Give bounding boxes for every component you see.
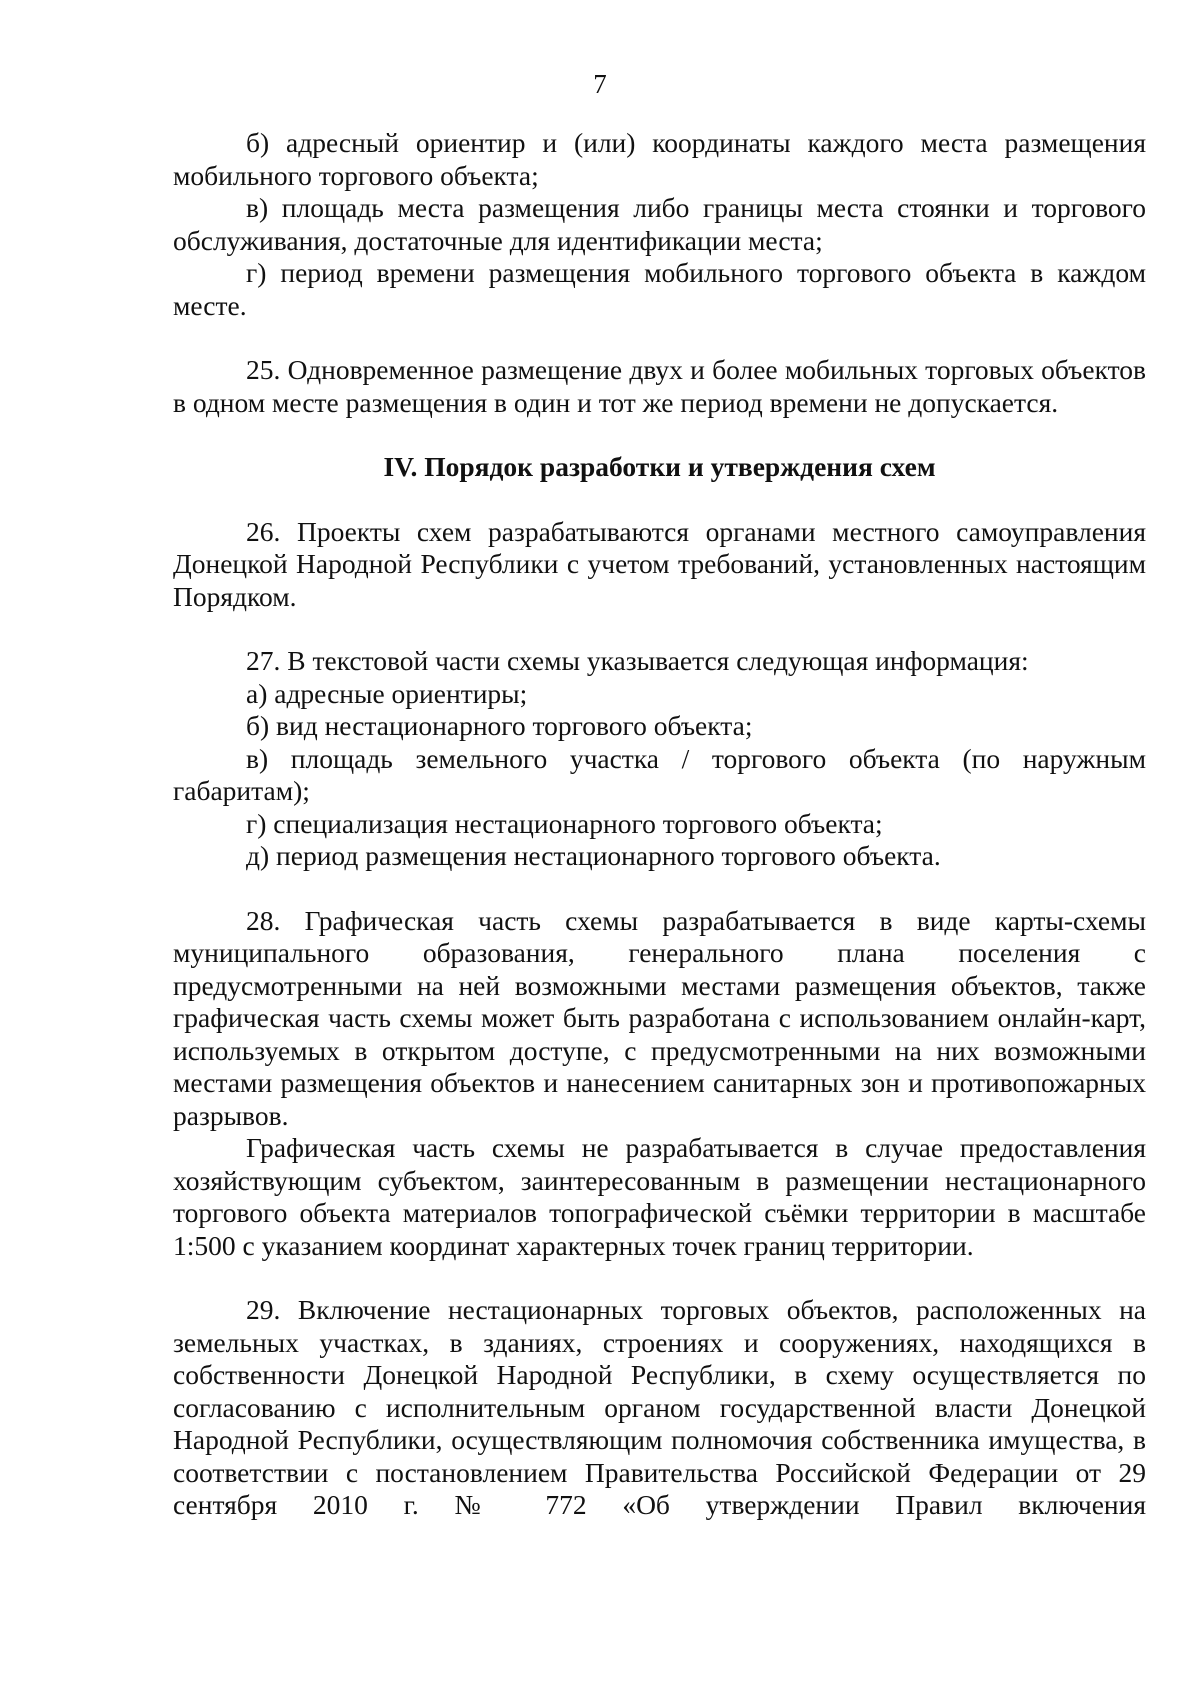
page-number: 7 [593,69,607,99]
paragraph-27: 27. В текстовой части схемы указывается следующая информация: [246,645,1029,676]
list-item-g-period: г) период времени размещения мобильного торгового объекта в каждом месте. [173,257,1146,321]
list-item-v-land-area: в) площадь земельного участка / торгового объекта (по наружным габаритам); [173,742,1146,806]
list-item-d-placement-period: д) период размещения нестационарного торгового объекта. [246,840,941,871]
paragraph-26: 26. Проекты схем разрабатываются органами местного самоуправления Донецкой Народной Республики с учетом требований, установленных настоящим Порядком. [173,515,1146,612]
document-body [173,127,1146,1522]
section-heading-iv: IV. Порядок разработки и утверждения схем [383,451,936,482]
list-item-b-type: б) вид нестационарного торгового объекта; [246,710,753,741]
list-item-b-address: б) адресный ориентир и (или) координаты каждого места размещения мобильного торгового объекта; [173,127,1146,191]
paragraph-28-continuation: Графическая часть схемы не разрабатывается в случае предоставления хозяйствующим субъектом, заинтересованным в размещении нестационарного торгового объекта материалов топографической съёмки территории в масштабе 1:500 с указанием координат характерных точек границ территории. [173,1132,1146,1261]
list-item-a-addresses: а) адресные ориентиры; [246,677,528,709]
paragraph-25: 25. Одновременное размещение двух и более мобильных торговых объектов в одном месте размещения в один и тот же период времени не допускается. [173,354,1146,418]
list-item-g-specialization: г) специализация нестационарного торгового объекта; [246,807,883,839]
list-item-v-area: в) площадь места размещения либо границы места стоянки и торгового обслуживания, достаточные для идентификации места; [173,192,1146,256]
paragraph-29: 29. Включение нестационарных торговых объектов, расположенных на земельных участках, в зданиях, строениях и сооружениях, находящихся в собственности Донецкой Народной Республики, в схему осуществляется по согласованию с исполнительным органом государственной власти Донецкой Народной Республики, осуществляющим полномочия собственника имущества, в соответствии с постановлением Правительства Российской Федерации от 29 сентября 2010 г. № 772 «Об утверждении Правил включения [173,1294,1146,1520]
paragraph-28: 28. Графическая часть схемы разрабатывается в виде карты-схемы муниципального образования, генерального плана поселения с предусмотренными на ней возможными местами размещения объектов, также графическая часть схемы может быть разработана с использованием онлайн-карт, используемых в открытом доступе, с предусмотренными на них возможными местами размещения объектов и нанесением санитарных зон и противопожарных разрывов. [173,904,1146,1131]
